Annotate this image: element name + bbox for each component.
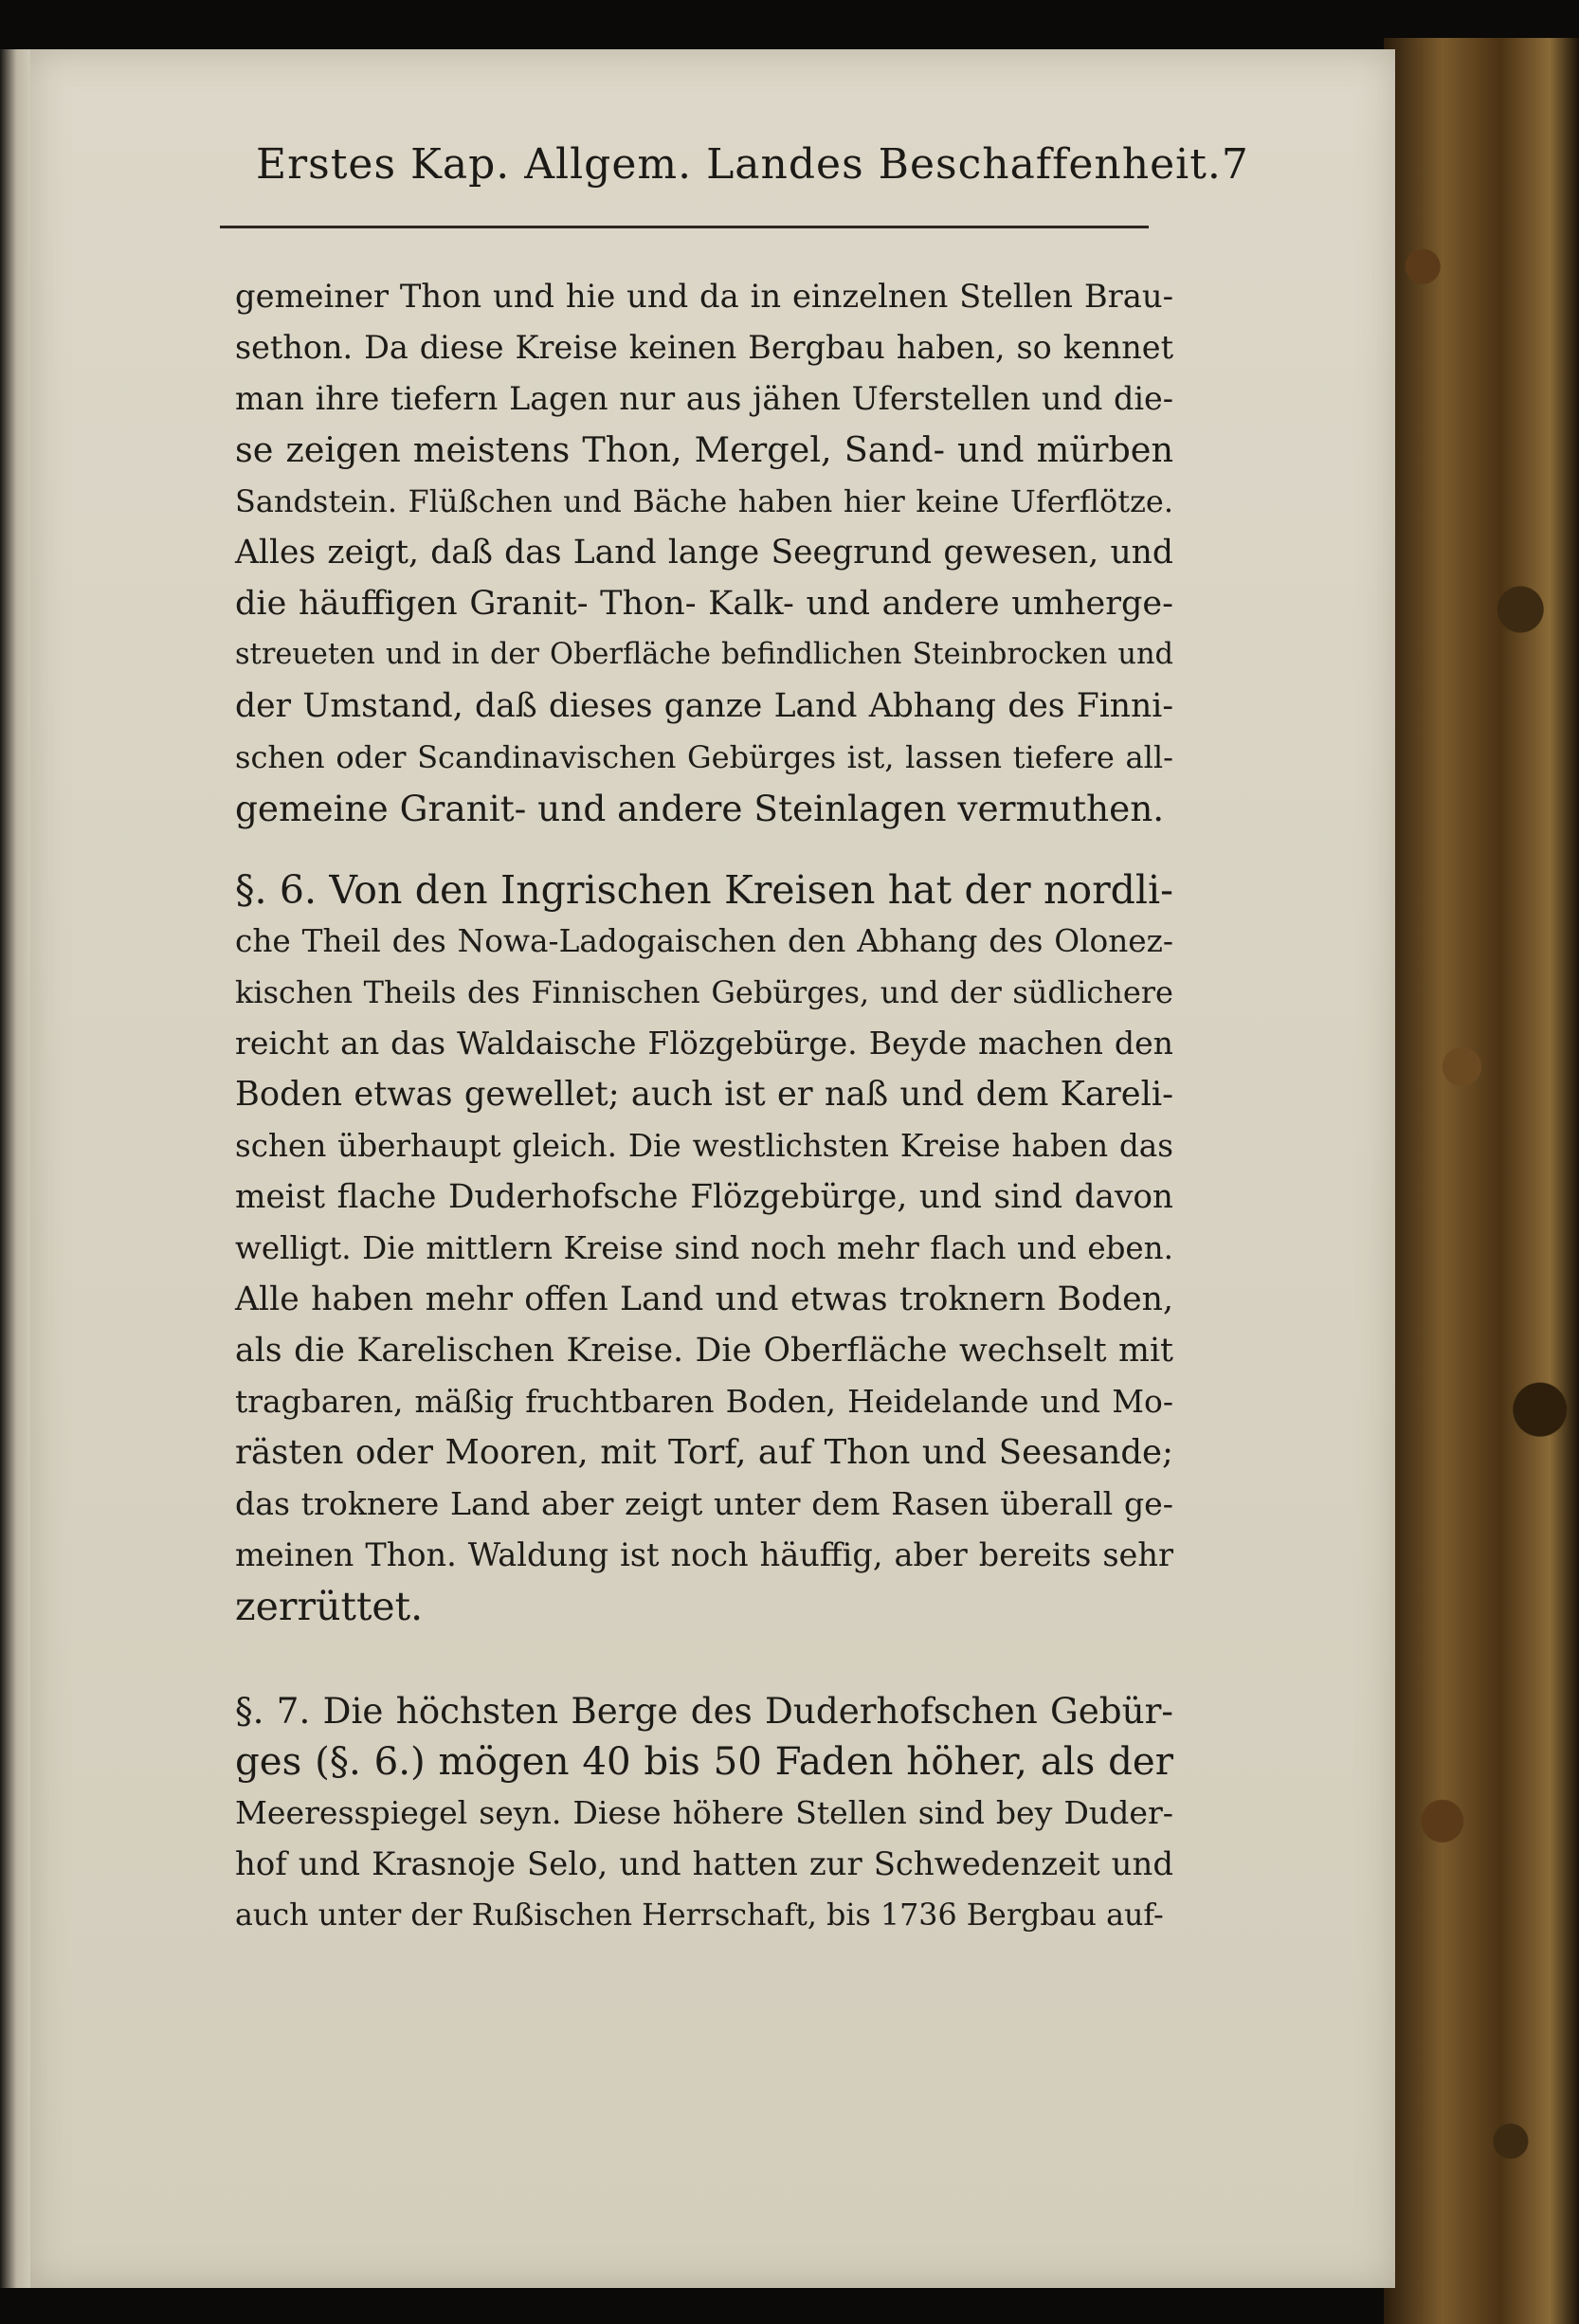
page-gutter-edge	[0, 49, 30, 2288]
text-line: gemeiner Thon und hie und da in einzelnen Stellen Brau-	[235, 278, 1173, 315]
text-line: schen überhaupt gleich. Die westlichsten Kreise haben das	[235, 1128, 1173, 1164]
text-line: das troknere Land aber zeigt unter dem Rasen überall ge-	[235, 1485, 1173, 1522]
header-rule	[220, 226, 1149, 228]
text-line: tragbaren, mäßig fruchtbaren Boden, Heidelande und Mo-	[235, 1383, 1173, 1420]
text-line: ges (§. 6.) mögen 40 bis 50 Faden höher, als der	[235, 1739, 1173, 1784]
text-line: schen oder Scandinavischen Gebürges ist, lassen tiefere all-	[235, 739, 1173, 775]
text-line: Sandstein. Flüßchen und Bäche haben hier keine Uferflötze.	[235, 483, 1173, 519]
text-line: Meeresspiegel seyn. Diese höhere Stellen sind bey Duder-	[235, 1794, 1173, 1831]
text-line: Alles zeigt, daß das Land lange Seegrund gewesen, und	[235, 534, 1173, 572]
text-line: man ihre tiefern Lagen nur aus jähen Uferstellen und die-	[235, 380, 1173, 417]
text-line: zerrüttet.	[235, 1584, 424, 1629]
page-number: 7	[1221, 140, 1249, 189]
text-line: welligt. Die mittlern Kreise sind noch mehr flach und eben.	[235, 1230, 1173, 1266]
text-line: meist flache Duderhofsche Flözgebürge, und sind davon	[235, 1178, 1173, 1216]
running-title: Erstes Kap. Allgem. Landes Beschaffenheit.	[256, 140, 1222, 189]
paragraph-1	[235, 271, 1173, 834]
text-line: se zeigen meistens Thon, Mergel, Sand- und mürben	[235, 429, 1173, 470]
text-line: che Theil des Nowa-Ladogaischen den Abhang des Olonez-	[235, 923, 1173, 959]
text-line: Boden etwas gewellet; auch ist er naß und dem Kareli-	[235, 1075, 1173, 1114]
paragraph-3	[235, 1685, 1173, 1941]
text-line: die häuffigen Granit- Thon- Kalk- und andere umherge-	[235, 584, 1173, 623]
text-line: §. 7. Die höchsten Berge des Duderhofschen Gebür-	[235, 1690, 1173, 1732]
text-line: rästen oder Mooren, mit Torf, auf Thon und Seesande;	[235, 1433, 1173, 1472]
marbled-book-cover	[1384, 38, 1579, 2324]
running-header	[256, 140, 1249, 189]
text-line: sethon. Da diese Kreise keinen Bergbau haben, so kennet	[235, 329, 1173, 366]
text-line: gemeine Granit- und andere Steinlagen vermuthen.	[235, 788, 1165, 829]
text-line: meinen Thon. Waldung ist noch häuffig, aber bereits sehr	[235, 1536, 1173, 1573]
text-line: der Umstand, daß dieses ganze Land Abhang des Finni-	[235, 687, 1173, 725]
text-line: Alle haben mehr offen Land und etwas troknern Boden,	[235, 1280, 1173, 1318]
text-line: hof und Krasnoje Selo, und hatten zur Schwedenzeit und	[235, 1845, 1173, 1882]
text-line: §. 6. Von den Ingrischen Kreisen hat der nordli-	[235, 867, 1173, 913]
text-line: kischen Theils des Finnischen Gebürges, und der südlichere	[235, 974, 1173, 1010]
text-line: als die Karelischen Kreise. Die Oberfläche wechselt mit	[235, 1332, 1173, 1370]
text-line: auch unter der Rußischen Herrschaft, bis 1736 Bergbau auf-	[235, 1898, 1164, 1933]
text-line: reicht an das Waldaische Flözgebürge. Beyde machen den	[235, 1025, 1173, 1062]
paragraph-2	[235, 864, 1173, 1632]
text-line: streueten und in der Oberfläche befindlichen Steinbrocken und	[235, 638, 1173, 671]
